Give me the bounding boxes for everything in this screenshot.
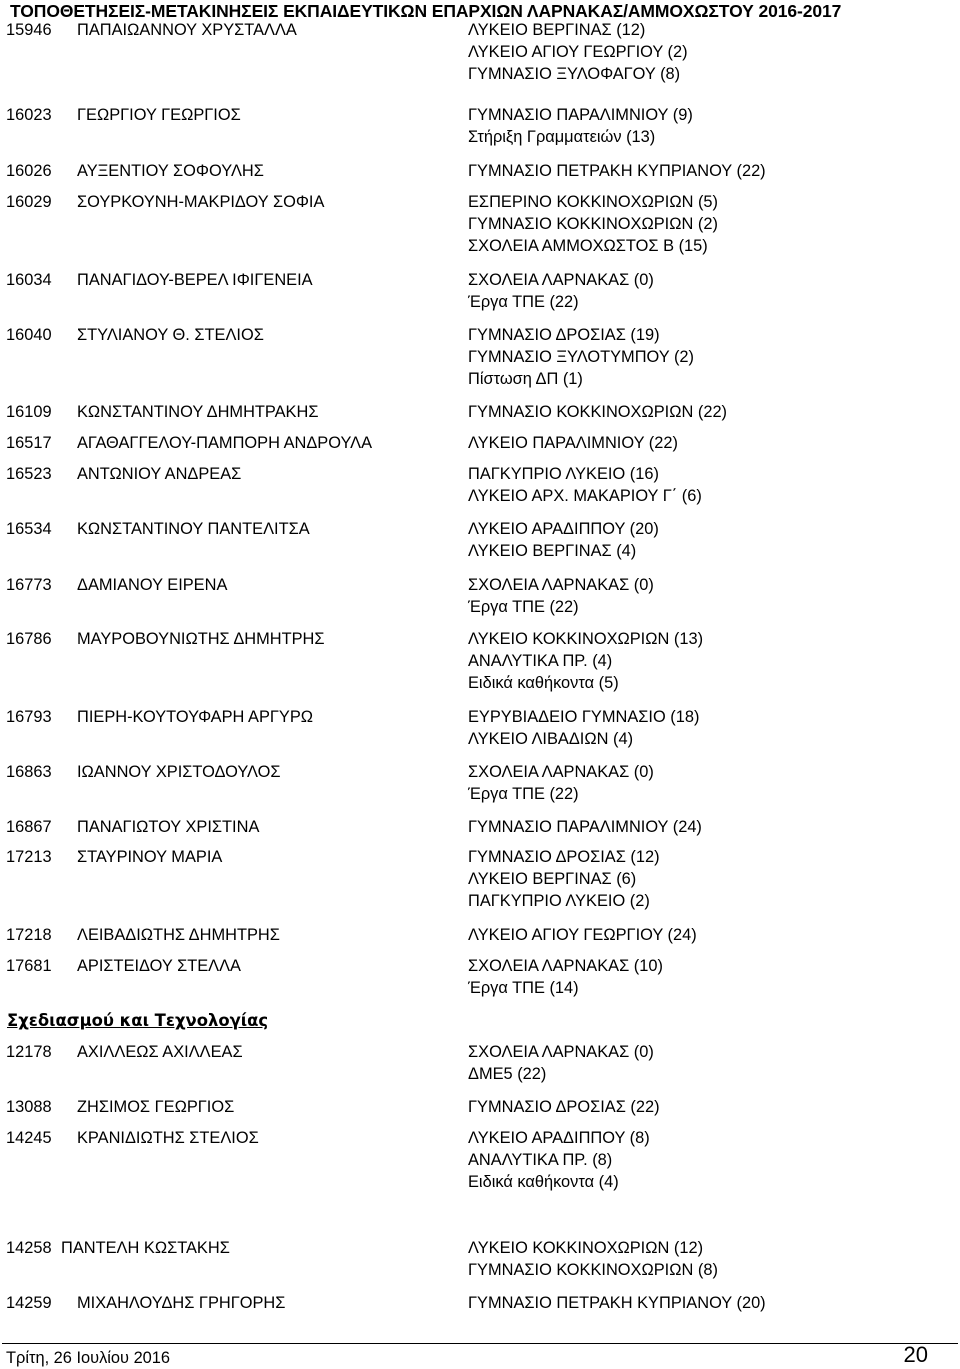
placement-list bbox=[468, 432, 678, 454]
placement: ΣΧΟΛΕΙΑ ΛΑΡΝΑΚΑΣ (0) bbox=[468, 576, 654, 594]
placement-list bbox=[468, 463, 702, 507]
placement: ΓΥΜΝΑΣΙΟ ΠΑΡΑΛΙΜΝΙΟΥ (9) bbox=[468, 106, 693, 124]
teacher-name: ΑΝΤΩΝΙΟΥ ΑΝΔΡΕΑΣ bbox=[77, 465, 242, 483]
teacher-id: 16534 bbox=[6, 520, 52, 538]
teacher-name: ΜΑΥΡΟΒΟΥΝΙΩΤΗΣ ΔΗΜΗΤΡΗΣ bbox=[77, 630, 325, 648]
placement: ΔΜΕ5 (22) bbox=[468, 1065, 547, 1084]
placement: ΓΥΜΝΑΣΙΟ ΔΡΟΣΙΑΣ (12) bbox=[468, 848, 660, 866]
teacher-name: ΠΑΝΑΓΙΩΤΟΥ ΧΡΙΣΤΙΝΑ bbox=[77, 818, 260, 836]
placement-list bbox=[468, 104, 693, 148]
placement-list bbox=[468, 160, 766, 182]
placement: ΛΥΚΕΙΟ ΛΙΒΑΔΙΩΝ (4) bbox=[468, 730, 634, 749]
teacher-id: 16026 bbox=[6, 162, 52, 180]
teacher-name: ΛΕΙΒΑΔΙΩΤΗΣ ΔΗΜΗΤΡΗΣ bbox=[77, 926, 280, 944]
placement: ΓΥΜΝΑΣΙΟ ΠΕΤΡΑΚΗ ΚΥΠΡΙΑΝΟΥ (22) bbox=[468, 162, 766, 180]
placement: ΓΥΜΝΑΣΙΟ ΠΑΡΑΛΙΜΝΙΟΥ (24) bbox=[468, 818, 702, 836]
placement: ΣΧΟΛΕΙΑ ΛΑΡΝΑΚΑΣ (0) bbox=[468, 1043, 654, 1061]
placement: Έργα ΤΠΕ (22) bbox=[468, 785, 579, 804]
teacher-name: ΙΩΑΝΝΟΥ ΧΡΙΣΤΟΔΟΥΛΟΣ bbox=[77, 763, 281, 781]
teacher-id: 16786 bbox=[6, 630, 52, 648]
teacher-id: 16773 bbox=[6, 576, 52, 594]
teacher-name: ΜΙΧΑΗΛΟΥΔΗΣ ΓΡΗΓΟΡΗΣ bbox=[77, 1294, 286, 1312]
placement-list bbox=[468, 518, 659, 562]
teacher-id: 16023 bbox=[6, 106, 52, 124]
teacher-id: 17218 bbox=[6, 926, 52, 944]
placement: ΕΣΠΕΡΙΝΟ ΚΟΚΚΙΝΟΧΩΡΙΩΝ (5) bbox=[468, 193, 718, 211]
placement: ΛΥΚΕΙΟ ΠΑΡΑΛΙΜΝΙΟΥ (22) bbox=[468, 434, 678, 452]
teacher-id: 16109 bbox=[6, 403, 52, 421]
teacher-id: 16034 bbox=[6, 271, 52, 289]
placement-list bbox=[468, 401, 727, 423]
placement: ΓΥΜΝΑΣΙΟ ΞΥΛΟΦΑΓΟΥ (8) bbox=[468, 65, 681, 84]
teacher-id: 15946 bbox=[6, 21, 52, 39]
placement: ΓΥΜΝΑΣΙΟ ΚΟΚΚΙΝΟΧΩΡΙΩΝ (8) bbox=[468, 1261, 718, 1280]
teacher-id: 16517 bbox=[6, 434, 52, 452]
placement: ΑΝΑΛΥΤΙΚΑ ΠΡ. (4) bbox=[468, 652, 613, 671]
placement-list bbox=[468, 1127, 650, 1194]
placement-list bbox=[468, 1237, 718, 1281]
teacher-name: ΚΡΑΝΙΔΙΩΤΗΣ ΣΤΕΛΙΟΣ bbox=[77, 1129, 259, 1147]
teacher-name: ΠΑΠΑΙΩΑΝΝΟΥ ΧΡΥΣΤΑΛΛΑ bbox=[77, 21, 297, 39]
teacher-id: 12178 bbox=[6, 1043, 52, 1061]
teacher-name: ΚΩΝΣΤΑΝΤΙΝΟΥ ΠΑΝΤΕΛΙΤΣΑ bbox=[77, 520, 310, 538]
placement-list bbox=[468, 955, 663, 999]
placement: Έργα ΤΠΕ (22) bbox=[468, 293, 579, 312]
placement: ΛΥΚΕΙΟ ΑΓΙΟΥ ΓΕΩΡΓΙΟΥ (24) bbox=[468, 926, 697, 944]
teacher-name: ΠΑΝΤΕΛΗ ΚΩΣΤΑΚΗΣ bbox=[61, 1239, 230, 1257]
placement: ΛΥΚΕΙΟ ΒΕΡΓΙΝΑΣ (6) bbox=[468, 870, 637, 889]
placement-list bbox=[468, 706, 699, 750]
placement: ΓΥΜΝΑΣΙΟ ΞΥΛΟΤΥΜΠΟΥ (2) bbox=[468, 348, 694, 367]
teacher-name: ΑΓΑΘΑΓΓΕΛΟΥ-ΠΑΜΠΟΡΗ ΑΝΔΡΟΥΛΑ bbox=[77, 434, 373, 452]
placement: ΠΑΓΚΥΠΡΙΟ ΛΥΚΕΙΟ (16) bbox=[468, 465, 659, 483]
placement-list bbox=[468, 761, 654, 805]
placement: ΛΥΚΕΙΟ ΑΡΑΔΙΠΠΟΥ (20) bbox=[468, 520, 659, 538]
placement-list bbox=[468, 924, 697, 946]
teacher-name: ΔΑΜΙΑΝΟΥ ΕΙΡΕΝΑ bbox=[77, 576, 228, 594]
placement: ΓΥΜΝΑΣΙΟ ΠΕΤΡΑΚΗ ΚΥΠΡΙΑΝΟΥ (20) bbox=[468, 1294, 766, 1312]
placement: ΓΥΜΝΑΣΙΟ ΔΡΟΣΙΑΣ (19) bbox=[468, 326, 660, 344]
placement: Ειδικά καθήκοντα (4) bbox=[468, 1173, 619, 1192]
teacher-name: ΓΕΩΡΓΙΟΥ ΓΕΩΡΓΙΟΣ bbox=[77, 106, 241, 124]
placement: ΕΥΡΥΒΙΑΔΕΙΟ ΓΥΜΝΑΣΙΟ (18) bbox=[468, 708, 700, 726]
placement-list bbox=[468, 324, 694, 391]
teacher-name: ΣΤΑΥΡΙΝΟΥ ΜΑΡΙΑ bbox=[77, 848, 223, 866]
teacher-name: ΑΥΞΕΝΤΙΟΥ ΣΟΦΟΥΛΗΣ bbox=[77, 162, 264, 180]
placement: Πίστωση ΔΠ (1) bbox=[468, 370, 583, 389]
teacher-name: ΠΙΕΡΗ-ΚΟΥΤΟΥΦΑΡΗ ΑΡΓΥΡΩ bbox=[77, 708, 314, 726]
teacher-name: ΣΟΥΡΚΟΥΝΗ-ΜΑΚΡΙΔΟΥ ΣΟΦΙΑ bbox=[77, 193, 325, 211]
placement-list bbox=[468, 269, 654, 313]
teacher-id: 16040 bbox=[6, 326, 52, 344]
placement-list bbox=[468, 1096, 660, 1118]
teacher-name: ΠΑΝΑΓΙΔΟΥ-ΒΕΡΕΛ ΙΦΙΓΕΝΕΙΑ bbox=[77, 271, 313, 289]
placement-list bbox=[468, 574, 654, 618]
teacher-id: 17681 bbox=[6, 957, 52, 975]
teacher-id: 14245 bbox=[6, 1129, 52, 1147]
placement: ΑΝΑΛΥΤΙΚΑ ΠΡ. (8) bbox=[468, 1151, 613, 1170]
placement-list bbox=[468, 191, 718, 258]
teacher-name: ΖΗΣΙΜΟΣ ΓΕΩΡΓΙΟΣ bbox=[77, 1098, 235, 1116]
teacher-name: ΣΤΥΛΙΑΝΟΥ Θ. ΣΤΕΛΙΟΣ bbox=[77, 326, 264, 344]
placement: ΣΧΟΛΕΙΑ ΛΑΡΝΑΚΑΣ (0) bbox=[468, 271, 654, 289]
placement: ΓΥΜΝΑΣΙΟ ΚΟΚΚΙΝΟΧΩΡΙΩΝ (22) bbox=[468, 403, 728, 421]
placement: ΓΥΜΝΑΣΙΟ ΚΟΚΚΙΝΟΧΩΡΙΩΝ (2) bbox=[468, 215, 718, 234]
placement-list bbox=[468, 846, 660, 913]
page-number: 20 bbox=[903, 1342, 928, 1367]
teacher-id: 17213 bbox=[6, 848, 52, 866]
placement: ΣΧΟΛΕΙΑ ΑΜΜΟΧΩΣΤΟΣ Β (15) bbox=[468, 237, 708, 256]
placement: ΛΥΚΕΙΟ ΑΡΑΔΙΠΠΟΥ (8) bbox=[468, 1129, 650, 1147]
placement: ΛΥΚΕΙΟ ΒΕΡΓΙΝΑΣ (4) bbox=[468, 542, 637, 561]
teacher-id: 16867 bbox=[6, 818, 52, 836]
teacher-id: 16863 bbox=[6, 763, 52, 781]
placement: ΛΥΚΕΙΟ ΑΡΧ. ΜΑΚΑΡΙΟΥ Γ΄ (6) bbox=[468, 487, 702, 506]
teacher-id: 16523 bbox=[6, 465, 52, 483]
teacher-id: 14259 bbox=[6, 1294, 52, 1312]
placement: ΛΥΚΕΙΟ ΑΓΙΟΥ ΓΕΩΡΓΙΟΥ (2) bbox=[468, 43, 688, 62]
placement: ΣΧΟΛΕΙΑ ΛΑΡΝΑΚΑΣ (10) bbox=[468, 957, 663, 975]
footer-date: Τρίτη, 26 Ιουλίου 2016 bbox=[6, 1349, 171, 1367]
placement: ΣΧΟΛΕΙΑ ΛΑΡΝΑΚΑΣ (0) bbox=[468, 763, 654, 781]
placement: Έργα ΤΠΕ (22) bbox=[468, 598, 579, 617]
section-heading: Σχεδιασμού και Τεχνολογίας bbox=[7, 1011, 269, 1030]
placement: Ειδικά καθήκοντα (5) bbox=[468, 674, 619, 693]
placement: ΓΥΜΝΑΣΙΟ ΔΡΟΣΙΑΣ (22) bbox=[468, 1098, 660, 1116]
placement: Έργα ΤΠΕ (14) bbox=[468, 979, 579, 998]
placement-list bbox=[468, 19, 688, 86]
teacher-id: 16793 bbox=[6, 708, 52, 726]
placement: Στήριξη Γραμματειών (13) bbox=[468, 128, 656, 147]
placement: ΛΥΚΕΙΟ ΚΟΚΚΙΝΟΧΩΡΙΩΝ (12) bbox=[468, 1239, 704, 1257]
placement-list bbox=[468, 628, 703, 695]
page-title: ΤΟΠΟΘΕΤΗΣΕΙΣ-ΜΕΤΑΚΙΝΗΣΕΙΣ ΕΚΠΑΙΔΕΥΤΙΚΩΝ ΕΠΑΡΧΙΩΝ ΛΑΡΝΑΚΑΣ/ΑΜΜΟΧΩΣΤΟΥ 2016-2017 bbox=[10, 1, 842, 21]
placement-list bbox=[468, 816, 702, 838]
placement-list bbox=[468, 1292, 766, 1314]
teacher-id: 16029 bbox=[6, 193, 52, 211]
teacher-id: 13088 bbox=[6, 1098, 52, 1116]
placement-list bbox=[468, 1041, 654, 1085]
teacher-name: ΚΩΝΣΤΑΝΤΙΝΟΥ ΔΗΜΗΤΡΑΚΗΣ bbox=[77, 403, 319, 421]
placement: ΛΥΚΕΙΟ ΒΕΡΓΙΝΑΣ (12) bbox=[468, 21, 646, 39]
teacher-name: ΑΡΙΣΤΕΙΔΟΥ ΣΤΕΛΛΑ bbox=[77, 957, 241, 975]
footer-divider bbox=[2, 1343, 958, 1344]
teacher-id: 14258 bbox=[6, 1239, 52, 1257]
teacher-name: ΑΧΙΛΛΕΩΣ ΑΧΙΛΛΕΑΣ bbox=[77, 1043, 243, 1061]
placement: ΛΥΚΕΙΟ ΚΟΚΚΙΝΟΧΩΡΙΩΝ (13) bbox=[468, 630, 704, 648]
placement: ΠΑΓΚΥΠΡΙΟ ΛΥΚΕΙΟ (2) bbox=[468, 892, 650, 911]
